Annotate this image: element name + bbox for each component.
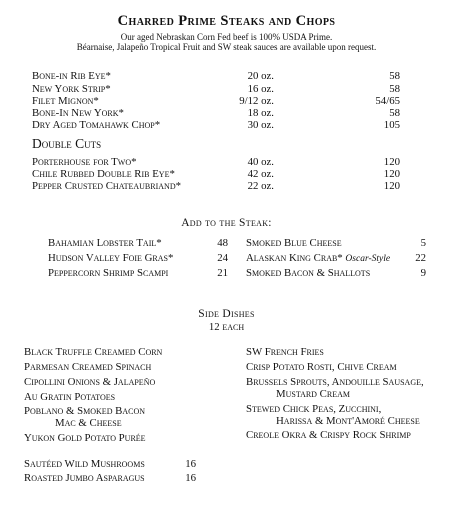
side-item-continued: Mac & Cheese	[55, 417, 122, 429]
steak-price: 58	[389, 83, 400, 95]
add-on-price: 21	[217, 267, 228, 279]
add-on-price: 48	[217, 237, 228, 249]
steak-name: Dry Aged Tomahawk Chop*	[32, 119, 161, 131]
side-item-continued: Harissa & Mont'Amoré Cheese	[276, 415, 420, 427]
menu-title: Charred Prime Steaks and Chops	[117, 13, 336, 29]
double-cut-name: Porterhouse for Two*	[32, 156, 137, 168]
side-item: Brussels Sprouts, Andouille Sausage,	[246, 376, 424, 388]
side-item: Crisp Potato Rosti, Chive Cream	[246, 361, 397, 373]
side-item-continued: Mustard Cream	[276, 388, 350, 400]
double-cuts-heading: Double Cuts	[32, 136, 102, 151]
double-cut-weight: 42 oz.	[247, 168, 274, 180]
steak-price: 58	[389, 107, 400, 119]
double-cut-name: Pepper Crusted Chateaubriand*	[32, 180, 181, 192]
side-item: Cipollini Onions & Jalapeño	[24, 376, 156, 388]
side-item: SW French Fries	[246, 346, 324, 358]
add-on-name: Smoked Blue Cheese	[246, 237, 342, 249]
add-on-label: Alaskan King Crab*	[246, 252, 343, 264]
side-item: Stewed Chick Peas, Zucchini,	[246, 403, 382, 415]
side-item: Poblano & Smoked Bacon	[24, 405, 146, 417]
steak-weight: 20 oz.	[247, 70, 274, 82]
double-cut-name: Chile Rubbed Double Rib Eye*	[32, 168, 175, 180]
add-on-price: 5	[420, 237, 426, 249]
extra-side-price: 16	[185, 472, 196, 484]
double-cut-price: 120	[383, 168, 400, 180]
add-on-name: Smoked Bacon & Shallots	[246, 267, 371, 279]
double-cut-price: 120	[383, 180, 400, 192]
double-cut-weight: 22 oz.	[247, 180, 274, 192]
steak-price: 54/65	[375, 95, 400, 107]
side-item: Black Truffle Creamed Corn	[24, 346, 163, 358]
side-item: Au Gratin Potatoes	[24, 391, 116, 403]
extra-side-name: Sautéed Wild Mushrooms	[24, 458, 145, 470]
steak-price: 105	[383, 119, 400, 131]
add-on-price: 22	[415, 252, 426, 264]
side-dishes-price: 12 each	[208, 321, 245, 333]
add-on-name: Bahamian Lobster Tail*	[48, 237, 162, 249]
extra-side-price: 16	[185, 458, 196, 470]
beef-description: Our aged Nebraskan Corn Fed beef is 100% USDA Prime.	[120, 32, 333, 42]
extra-side-name: Roasted Jumbo Asparagus	[24, 472, 145, 484]
add-on-name: Hudson Valley Foie Gras*	[48, 252, 174, 264]
double-cut-weight: 40 oz.	[247, 156, 274, 168]
add-on-price: 9	[420, 267, 426, 279]
side-item: Yukon Gold Potato Purée	[24, 432, 146, 444]
side-dishes-heading: Side Dishes	[198, 308, 255, 320]
steak-name: Filet Mignon*	[32, 95, 99, 107]
add-on-name: Peppercorn Shrimp Scampi	[48, 267, 169, 279]
steak-weight: 16 oz.	[247, 83, 274, 95]
steak-weight: 30 oz.	[247, 119, 274, 131]
oscar-style-note: Oscar-Style	[345, 254, 391, 264]
steak-name: Bone-in Rib Eye*	[32, 70, 111, 82]
side-item: Parmesan Creamed Spinach	[24, 361, 152, 373]
sauce-description: Béarnaise, Jalapeño Tropical Fruit and SW steak sauces are available upon request.	[76, 42, 377, 52]
double-cut-price: 120	[383, 156, 400, 168]
side-item: Creole Okra & Crispy Rock Shrimp	[246, 429, 411, 441]
steak-name: New York Strip*	[32, 83, 111, 95]
add-on-name	[246, 252, 390, 264]
add-on-price: 24	[217, 252, 228, 264]
add-to-steak-heading: Add to the Steak:	[181, 217, 272, 229]
steak-weight: 9/12 oz.	[239, 95, 274, 107]
steak-name: Bone-In New York*	[32, 107, 124, 119]
steak-weight: 18 oz.	[247, 107, 274, 119]
steak-price: 58	[389, 70, 400, 82]
